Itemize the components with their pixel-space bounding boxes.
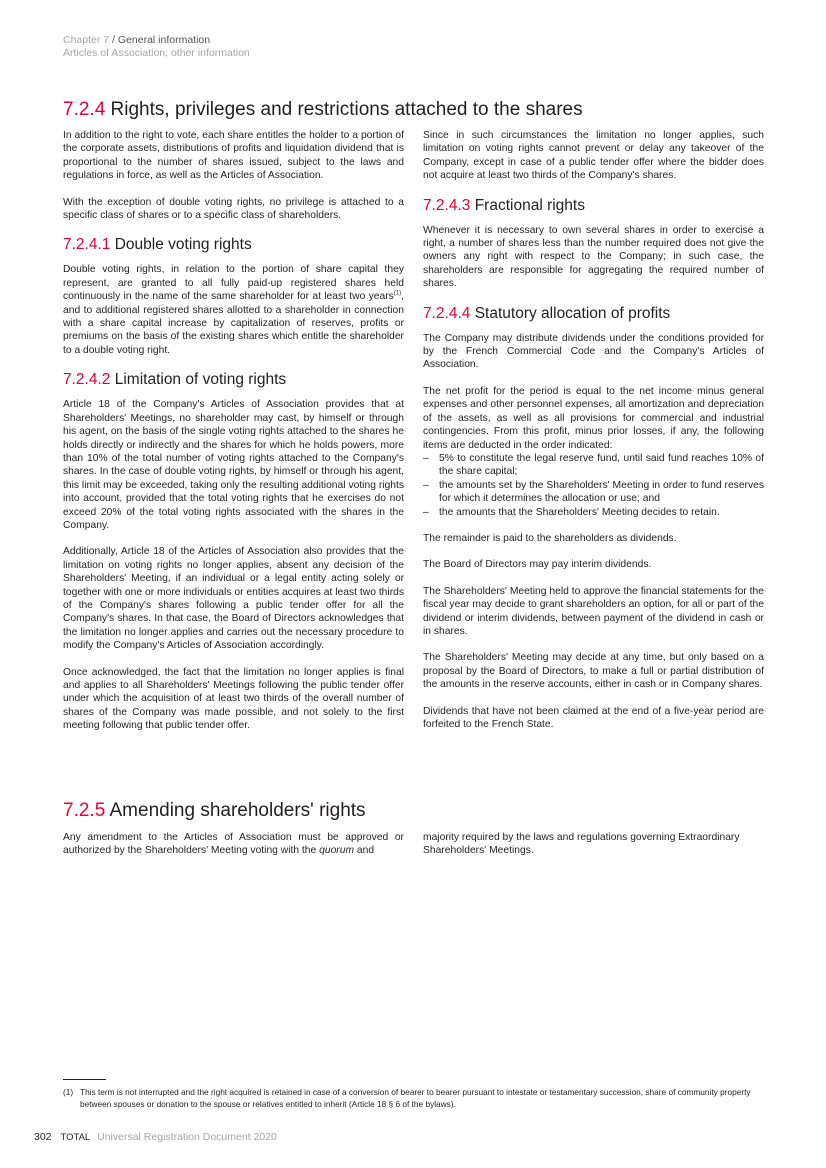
subsection-number: 7.2.4.2 [63,371,111,389]
emphasis: quorum [319,845,355,857]
subsection-number: 7.2.4.1 [63,236,111,254]
paragraph: The net profit for the period is equal to the net income minus general expenses and other personnel expenses, all amortization and depreciation of the assets, as well as all provisions for commercial and industrial contingencies. From this profit, minus prior losses, if any, the following items are deducted in the order indicated: [423,385,764,451]
list-item [423,506,764,519]
header-chapter: Chapter 7 [63,34,110,46]
header-separator: / [109,34,118,46]
subsection-heading-7-2-4-3 [423,196,764,215]
subsection-title: Double voting rights [114,236,252,254]
footnote-divider [63,1079,106,1080]
paragraph: The Company may distribute dividends under the conditions provided for by the French Commercial Code and the Company's Articles of Association. [423,332,764,371]
header-subtitle: Articles of Association; other information [63,47,250,59]
text-run: Any amendment to the Articles of Association must be approved or authorized by the Shareholders' Meeting voting with the [63,832,404,857]
subsection-heading-7-2-4-1 [63,235,404,254]
footnote-ref: (1) [393,290,402,297]
subsection-number: 7.2.4.4 [423,304,471,322]
section-number: 7.2.4 [63,99,106,120]
list-item [423,479,764,506]
paragraph [63,263,404,357]
header-chapter-title: General information [117,34,211,46]
paragraph: majority required by the laws and regulations governing Extraordinary Shareholders' Meetings. [423,832,740,857]
section-heading-7-2-4 [63,98,583,122]
paragraph: Dividends that have not been claimed at the end of a five-year period are forfeited to the French State. [423,705,764,730]
paragraph: Article 18 of the Company's Articles of Association provides that at Shareholders' Meetings, no shareholder may cast, by himself or through his agent, on the basis of the single voting rights attached to the shares he holds directly or indirectly and the shares for which he holds powers, more than 10% of the total number of voting rights attached to the Company's shares. In the case of double voting rights, by himself or through his agent, this limit may be exceeded, taking only the resulting additional voting rights into account, provided that the total voting rights that he exercises do not exceed 20% of the total voting rights associated with the shares in the Company. [63,399,404,531]
paragraph: The Board of Directors may pay interim dividends. [423,559,652,571]
subsection-number: 7.2.4.3 [423,196,471,214]
right-column [423,129,764,744]
brand-name: TOTAL [60,1132,91,1143]
footnote-number: (1) [63,1087,74,1097]
left-column [63,129,404,746]
paragraph: The Shareholders' Meeting may decide at any time, but only based on a proposal by the Board of Directors, to make a full or partial distribution of the amounts in the reserve accounts, either in cash or in Company shares. [423,652,764,691]
header-chapter-line [63,34,250,47]
left-column-7-2-5 [63,831,404,871]
text-run: Double voting rights, in relation to the portion of share capital they represent, are granted to all fully paid-up registered shares held continuously in the name of the same shareholder for at least two years [63,264,404,303]
document-title: Universal Registration Document 2020 [97,1131,277,1143]
section-title: Amending shareholders' rights [109,800,366,821]
paragraph: The Shareholders' Meeting held to approve the financial statements for the fiscal year may decide to grant shareholders an option, for all or part of the dividend or interim dividends, between payment of the dividend in cash or in shares. [423,585,764,637]
text-run: , and to additional registered shares allotted to a shareholder in connection with a share capital increase by capitalization of reserves, profits or premiums on the basis of the existing shares which entitle the shareholder to a double voting right. [63,291,404,356]
subsection-heading-7-2-4-4 [423,304,764,323]
page-footer [34,1131,277,1144]
list-item [423,452,764,479]
list-item-text: the amounts set by the Shareholders' Meeting in order to fund reserves for which it determines the allocation or use; and [439,479,764,505]
list-item-text: 5% to constitute the legal reserve fund, until said fund reaches 10% of the share capital; [439,452,764,478]
page-number: 302 [34,1131,52,1143]
footnote [63,1086,763,1110]
paragraph: Once acknowledged, the fact that the limitation no longer applies is final and applies to all Shareholders' Meetings following the public tender offer under which the acquisition of at least two thirds of the overall number of shares of the Company was made possible, and not solely to the first meeting following that public tender offer. [63,666,404,732]
subsection-heading-7-2-4-2 [63,370,404,389]
dash-bullet: – [423,506,429,518]
footnote-text: This term is not interrupted and the right acquired is retained in case of a conversion of bearer to bearer pursuant to intestate or testamentary succession, share of community property between spouses or donation to the spouse or relatives entitled to inherit (Article 18 § 6 of the bylaws). [80,1087,751,1109]
list-item-text: the amounts that the Shareholders' Meeting decides to retain. [439,506,720,518]
dash-bullet: – [423,479,429,491]
dash-bullet: – [423,452,429,464]
paragraph: Additionally, Article 18 of the Articles of Association also provides that the limitation on voting rights no longer applies, absent any decision of the Shareholders' Meeting, if an individual or a legal entity acting solely or together with one or more individuals or entities acquires at least two thirds of the Company's shares following a public tender offer for all the Company's shares. In that case, the Board of Directors acknowledges that the limitation no longer applies and carries out the necessary procedure to modify the Company's Articles of Association accordingly. [63,546,404,652]
paragraph: In addition to the right to vote, each share entitles the holder to a portion of the corporate assets, distributions of profits and liquidation dividend that is proportional to the number of shares issued, subject to the laws and regulations in force, as well as the Articles of Association. [63,130,404,182]
right-column-7-2-5 [423,831,764,871]
paragraph: Whenever it is necessary to own several shares in order to exercise a right, a number of shares less than the number required does not give the owners any right with respect to the Company; in such case, the shareholders are responsible for aggregating the required number of shares. [423,224,764,290]
paragraph: Since in such circumstances the limitation no longer applies, such limitation on voting rights cannot prevent or delay any takeover of the Company, except in case of a public tender offer where the bidder does not acquire at least two thirds of the Company's shares. [423,130,764,182]
subsection-title: Limitation of voting rights [114,371,287,389]
bullet-list [423,452,764,519]
subsection-title: Statutory allocation of profits [474,304,671,322]
subsection-title: Fractional rights [474,196,585,214]
section-title: Rights, privileges and restrictions attached to the shares [110,99,583,120]
text-run: and [354,845,375,857]
running-header [63,34,250,60]
section-number: 7.2.5 [63,800,106,821]
paragraph: The remainder is paid to the shareholders as dividends. [423,532,677,544]
section-heading-7-2-5 [63,799,366,823]
paragraph [63,831,404,858]
paragraph: With the exception of double voting rights, no privilege is attached to a specific class of shares or to a specific class of shareholders. [63,196,404,222]
